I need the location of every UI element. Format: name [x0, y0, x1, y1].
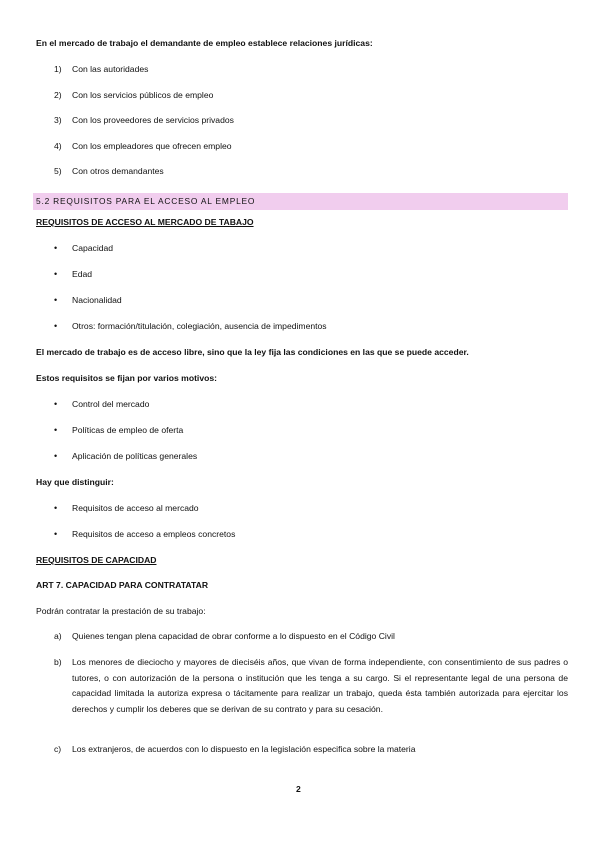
page-number: 2: [296, 784, 301, 794]
bullet-icon: •: [54, 399, 58, 409]
bullet-icon: •: [54, 269, 58, 279]
list-item: • Políticas de empleo de oferta: [54, 425, 184, 435]
list-item: • Control del mercado: [54, 399, 150, 409]
subheading-capacity: REQUISITOS DE CAPACIDAD: [36, 555, 157, 565]
bullet-icon: •: [54, 243, 58, 253]
distinguish-intro: Hay que distinguir:: [36, 477, 114, 487]
section-heading: 5.2 REQUISITOS PARA EL ACCESO AL EMPLEO: [36, 196, 256, 206]
bullet-icon: •: [54, 503, 58, 513]
bullet-icon: •: [54, 295, 58, 305]
list-item: • Edad: [54, 269, 93, 279]
article-item: b) Los menores de dieciocho y mayores de dieciséis años, que vivan de forma independiente, con consentimiento de sus padres o tutores, o con autorización de la persona o institución que les tenga a su cargo. Si el representante legal de una persona de capacidad limitada la autoriza expresa o tácitamente para realizar un trabajo, queda ésta también autorizada para ejercitar los derechos y cumplir los deberes que se derivan de su contrato y para su cesación.: [54, 657, 568, 714]
list-item: 2) Con los servicios públicos de empleo: [54, 90, 214, 100]
section-heading-band: [33, 193, 568, 210]
motives-intro: Estos requisitos se fijan por varios motivos:: [36, 373, 217, 383]
bullet-icon: •: [54, 451, 58, 461]
list-item: • Requisitos de acceso al mercado: [54, 503, 199, 513]
list-item: 4) Con los empleadores que ofrecen empleo: [54, 141, 232, 151]
intro-text: En el mercado de trabajo el demandante de empleo establece relaciones jurídicas:: [36, 38, 373, 48]
list-item: 5) Con otros demandantes: [54, 166, 164, 176]
free-access-text: El mercado de trabajo es de acceso libre, sino que la ley fija las condiciones en las que se puede acceder.: [36, 347, 469, 357]
article-heading: ART 7. CAPACIDAD PARA CONTRATATAR: [36, 580, 209, 590]
list-item: 1) Con las autoridades: [54, 64, 149, 74]
list-item: • Otros: formación/titulación, colegiación, ausencia de impedimentos: [54, 321, 327, 331]
bullet-icon: •: [54, 425, 58, 435]
list-item: • Requisitos de acceso a empleos concretos: [54, 529, 236, 539]
list-item: • Aplicación de políticas generales: [54, 451, 198, 461]
list-item: • Nacionalidad: [54, 295, 122, 305]
article-intro: Podrán contratar la prestación de su trabajo:: [36, 606, 206, 616]
article-item: c) Los extranjeros, de acuerdos con lo dispuesto en la legislación especifica sobre la materia: [54, 744, 416, 754]
bullet-icon: •: [54, 321, 58, 331]
bullet-icon: •: [54, 529, 58, 539]
article-item: a) Quienes tengan plena capacidad de obrar conforme a lo dispuesto en el Código Civil: [54, 631, 395, 641]
subheading-access: REQUISITOS DE ACCESO AL MERCADO DE TABAJO: [36, 217, 254, 227]
list-item: • Capacidad: [54, 243, 114, 253]
list-item: 3) Con los proveedores de servicios privados: [54, 115, 234, 125]
